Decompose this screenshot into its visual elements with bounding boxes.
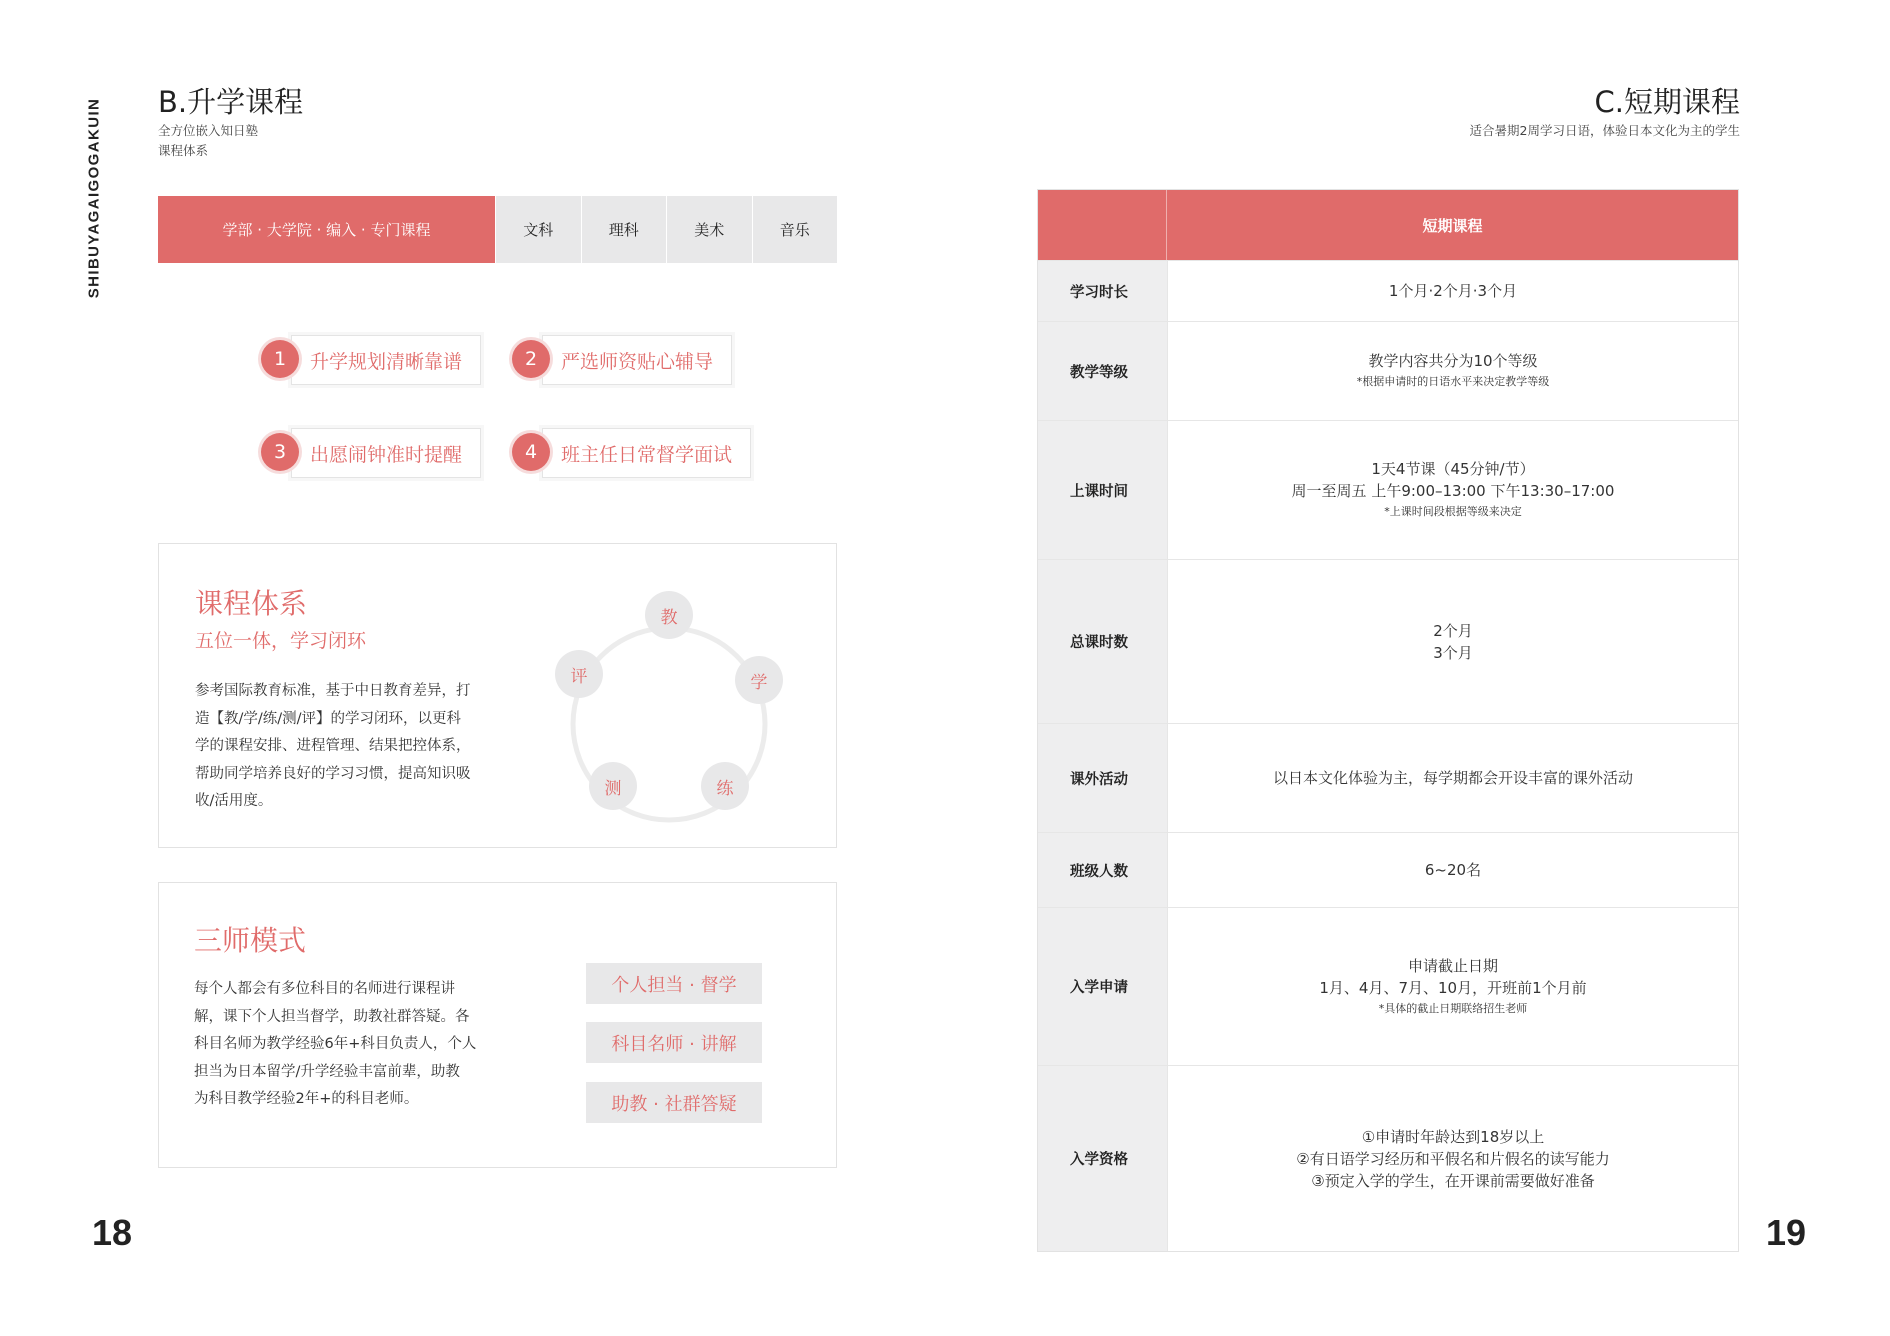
cycle-node-practice: 练 [701, 762, 749, 810]
feature-label: 出愿闹钟准时提醒 [291, 428, 481, 478]
three-teacher-title: 三师模式 [194, 924, 307, 957]
table-row [1038, 260, 1738, 321]
table-row [1038, 832, 1738, 907]
row-key: 教学等级 [1038, 322, 1167, 420]
row-key: 课外活动 [1038, 724, 1167, 832]
tab-undergrad[interactable]: 学部 · 大学院 · 编入 · 专门课程 [158, 196, 495, 263]
row-value: 以日本文化体验为主，每学期都会开设丰富的课外活动 [1167, 724, 1738, 832]
feature-number: 2 [512, 340, 550, 378]
curriculum-paragraph: 参考国际教育标准，基于中日教育差异，打 造【教/学/练/测/评】的学习闭环，以更科 学的课程安排、进程管理、结果把控体系， 帮助同学培养良好的学习习惯，提高知识吸 收/活用度。 [195, 683, 471, 809]
tag-assistant: 助教 · 社群答疑 [586, 1082, 762, 1123]
table-row [1038, 559, 1738, 723]
page-number-right: 19 [1766, 1212, 1807, 1253]
row-value: 教学内容共分为10个等级 *根据申请时的日语水平来决定教学等级 [1167, 322, 1738, 420]
page-number-left: 18 [92, 1212, 133, 1253]
section-subtitle-b: 全方位嵌入知日塾 课程体系 [158, 123, 259, 158]
course-tabs [158, 196, 837, 263]
short-course-table [1037, 189, 1739, 1252]
section-title-c: C.短期课程 [1594, 85, 1740, 119]
tag-subject-teacher: 科目名师 · 讲解 [586, 1022, 762, 1063]
tag-personal-mentor: 个人担当 · 督学 [586, 963, 762, 1004]
row-value: 2个月 3个月 [1167, 560, 1738, 723]
cycle-node-evaluate: 评 [555, 650, 603, 698]
feature-label: 升学规划清晰靠谱 [291, 335, 481, 385]
tab-liberal-arts[interactable]: 文科 [495, 196, 581, 263]
table-header [1038, 190, 1738, 260]
curriculum-subtitle: 五位一体，学习闭环 [195, 630, 367, 652]
tab-science[interactable]: 理科 [581, 196, 667, 263]
row-key: 班级人数 [1038, 833, 1167, 907]
row-key: 上课时间 [1038, 421, 1167, 559]
row-value: 1个月·2个月·3个月 [1167, 261, 1738, 321]
feature-number: 1 [261, 340, 299, 378]
section-title-b: B.升学课程 [158, 85, 304, 119]
row-key: 入学申请 [1038, 908, 1167, 1065]
row-value: 6~20名 [1167, 833, 1738, 907]
section-subtitle-c: 适合暑期2周学习日语，体验日本文化为主的学生 [1469, 123, 1740, 138]
table-row [1038, 420, 1738, 559]
row-value: ①申请时年龄达到18岁以上 ②有日语学习经历和平假名和片假名的读写能力 ③预定入学的学生，在开课前需要做好准备 [1167, 1066, 1738, 1251]
row-value: 1天4节课（45分钟/节） 周一至周五 上午9:00–13:00 下午13:30–17:00 *上课时间段根据等级来决定 [1167, 421, 1738, 559]
curriculum-title: 课程体系 [195, 587, 308, 620]
row-key: 学习时长 [1038, 261, 1167, 321]
cycle-node-teach: 教 [645, 591, 693, 639]
feature-label: 班主任日常督学面试 [542, 428, 751, 478]
row-value: 申请截止日期 1月、4月、7月、10月，开班前1个月前 *具体的截止日期联络招生老师 [1167, 908, 1738, 1065]
feature-label: 严选师资贴心辅导 [542, 335, 732, 385]
tab-music[interactable]: 音乐 [752, 196, 838, 263]
cycle-node-learn: 学 [735, 656, 783, 704]
row-key: 总课时数 [1038, 560, 1167, 723]
table-row [1038, 907, 1738, 1065]
feature-number: 4 [512, 433, 550, 471]
row-key: 入学资格 [1038, 1066, 1167, 1251]
three-teacher-paragraph: 每个人都会有多位科目的名师进行课程讲 解，课下个人担当督学，助教社群答疑。各 科目名师为教学经验6年+科目负责人，个人 担当为日本留学/升学经验丰富前辈，助教 为科目教学经验2年+的科目老师。 [194, 981, 477, 1107]
table-header-label: 短期课程 [1422, 216, 1483, 235]
table-row [1038, 723, 1738, 832]
tab-art[interactable]: 美术 [666, 196, 752, 263]
table-row [1038, 1065, 1738, 1251]
cycle-node-test: 测 [589, 762, 637, 810]
table-row [1038, 321, 1738, 420]
vertical-brand: SHIBUYAGAIGOGAKUIN [85, 97, 103, 298]
curriculum-box [158, 543, 837, 848]
feature-number: 3 [261, 433, 299, 471]
